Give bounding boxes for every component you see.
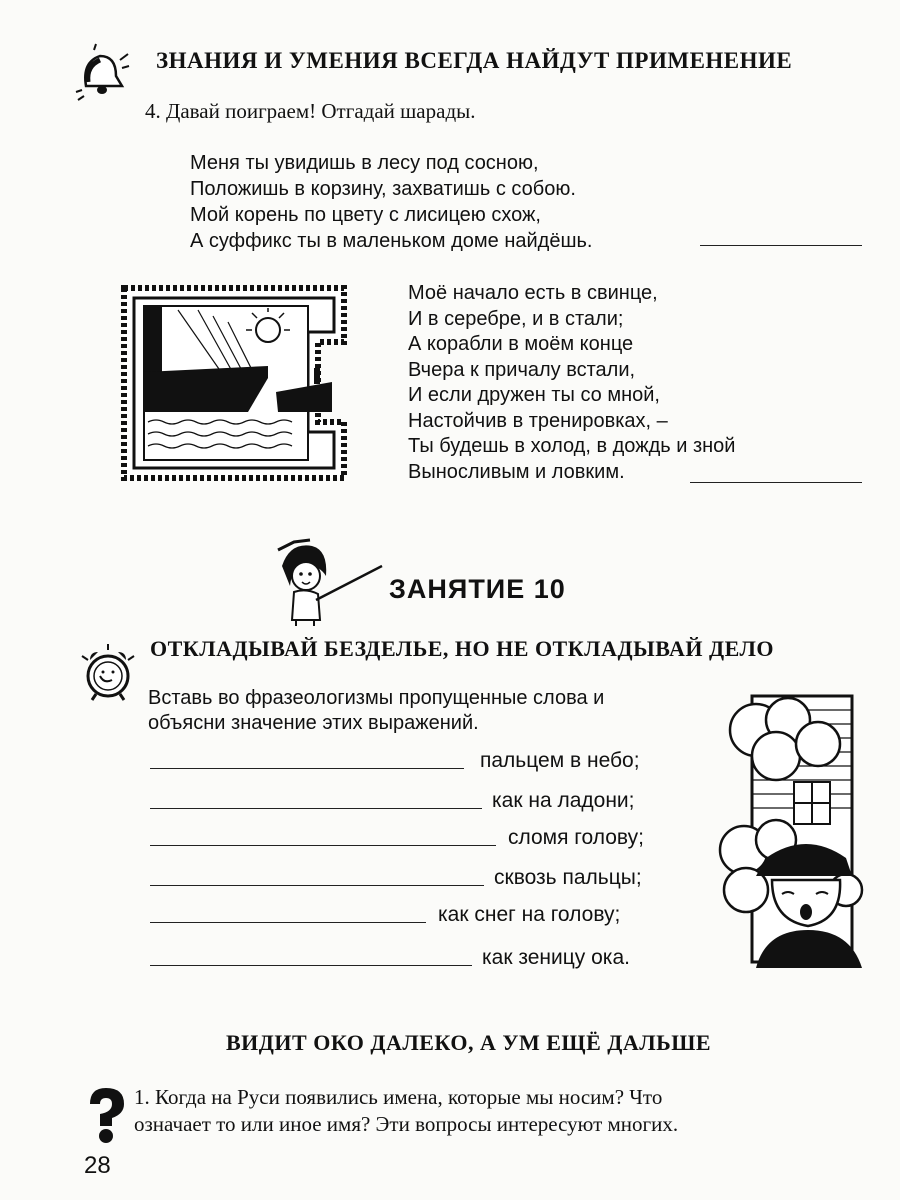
instruction-line: объясни значение этих выражений.	[148, 712, 479, 734]
girl-pointer-icon	[276, 536, 386, 626]
riddle-2-line: Ты будешь в холод, в дождь и зной	[408, 435, 736, 457]
phrase-row	[150, 785, 710, 817]
answer-blank[interactable]	[150, 922, 426, 923]
paragraph-line: означает то или иное имя? Эти вопросы интересуют многих.	[134, 1112, 679, 1136]
alarm-clock-icon	[78, 640, 138, 702]
riddle-2	[408, 281, 735, 485]
riddle-2-line: И если дружен ты со мной,	[408, 384, 660, 406]
phrase-row	[150, 745, 710, 777]
riddle-2-line: Вчера к причалу встали,	[408, 358, 636, 381]
phrase-row	[150, 822, 710, 854]
answer-blank[interactable]	[150, 768, 464, 769]
riddle-2-line: А корабли в моём конце	[408, 333, 634, 355]
riddle-1-line: Положишь в корзину, захватишь с собою.	[190, 178, 576, 200]
paragraph	[134, 1084, 678, 1138]
ship-illustration	[118, 282, 350, 484]
bell-icon	[72, 42, 130, 102]
riddle-2-line: Настойчив в тренировках, –	[408, 409, 668, 432]
riddle-1-line: А суффикс ты в маленьком доме найдёшь.	[190, 230, 593, 252]
phrase-text: как на ладони;	[492, 789, 635, 812]
phrase-text: как зеницу ока.	[482, 946, 630, 969]
page-number: 28	[84, 1152, 111, 1179]
answer-blank[interactable]	[150, 845, 496, 846]
answer-blank[interactable]	[150, 965, 472, 966]
snow-on-head-illustration	[716, 690, 864, 968]
instruction-line: Вставь во фразеологизмы пропущенные слова и	[148, 687, 605, 709]
answer-line-1[interactable]	[700, 245, 862, 246]
riddle-1	[190, 150, 592, 254]
answer-blank[interactable]	[150, 808, 482, 809]
lesson-title: ЗАНЯТИЕ 10	[389, 574, 566, 604]
section-heading: ЗНАНИЯ И УМЕНИЯ ВСЕГДА НАЙДУТ ПРИМЕНЕНИЕ	[156, 48, 793, 73]
riddle-2-line: Выносливым и ловким.	[408, 460, 625, 483]
section-heading: ВИДИТ ОКО ДАЛЕКО, А УМ ЕЩЁ ДАЛЬШЕ	[226, 1030, 712, 1055]
section-heading: ОТКЛАДЫВАЙ БЕЗДЕЛЬЕ, НО НЕ ОТКЛАДЫВАЙ ДЕЛО	[150, 636, 775, 661]
phrase-text: пальцем в небо;	[480, 749, 640, 772]
instruction	[148, 686, 604, 736]
answer-blank[interactable]	[150, 885, 484, 886]
answer-line-2[interactable]	[690, 482, 862, 483]
phrase-text: сломя голову;	[508, 826, 644, 849]
riddle-1-line: Меня ты увидишь в лесу под сосною,	[190, 152, 539, 174]
phrase-text: как снег на голову;	[438, 903, 621, 926]
phrase-text: сквозь пальцы;	[494, 866, 642, 889]
task-title: 4. Давай поиграем! Отгадай шарады.	[145, 99, 476, 123]
paragraph-line: 1. Когда на Руси появились имена, которые мы носим? Что	[134, 1085, 663, 1109]
question-mark-icon	[84, 1086, 128, 1146]
riddle-1-line: Мой корень по цвету с лисицею схож,	[190, 204, 541, 226]
riddle-2-line: И в серебре, и в стали;	[408, 307, 624, 330]
riddle-2-line: Моё начало есть в свинце,	[408, 282, 658, 304]
phrase-row	[150, 862, 710, 894]
phrase-row	[150, 942, 710, 974]
phrase-row	[150, 899, 710, 931]
